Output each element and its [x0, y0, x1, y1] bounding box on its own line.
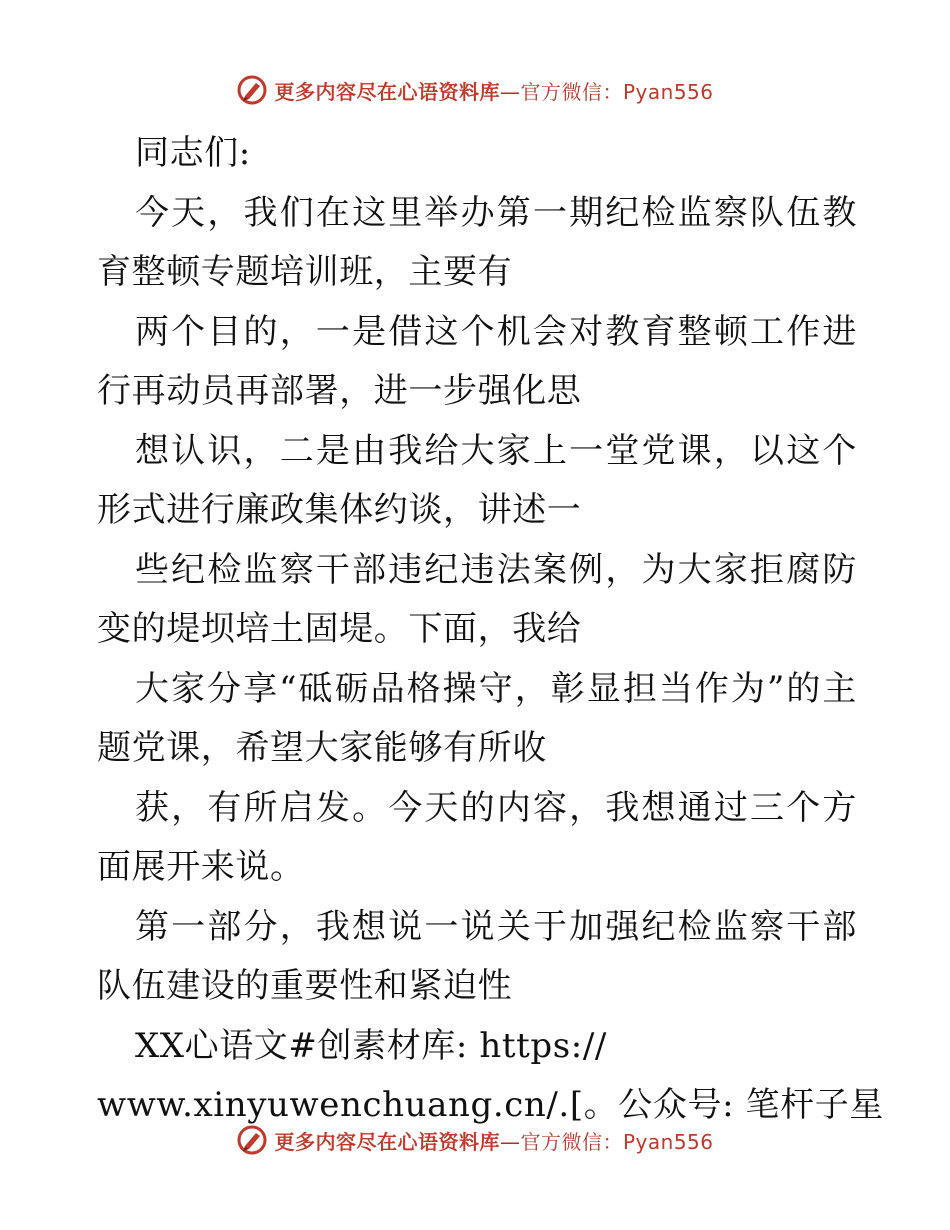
- banner-wechat-label: 官方微信：: [520, 79, 623, 104]
- pen-circle-logo-icon: [236, 74, 268, 106]
- banner-separator: —: [499, 79, 521, 104]
- pen-circle-logo-icon: [236, 1124, 268, 1156]
- banner-separator: —: [499, 1129, 521, 1154]
- paragraph: 两个目的，一是借这个机会对教育整顿工作进行再动员再部署，进一步强化思: [97, 311, 857, 411]
- banner-wechat-label: 官方微信：: [520, 1129, 623, 1154]
- paragraph-url-line: www.xinyuwenchuang.cn/.[。公众号: 笔杆子星: [97, 1085, 884, 1125]
- document-body: [97, 124, 884, 1136]
- paragraph: 些纪检监察干部违纪违法案例，为大家拒腐防变的堤坝培土固堤。下面，我给: [97, 549, 857, 649]
- banner-text: [274, 1126, 713, 1155]
- footer-watermark-banner: [0, 1120, 950, 1160]
- paragraph-salutation: 同志们:: [135, 133, 251, 173]
- paragraph: 获，有所启发。今天的内容，我想通过三个方面展开来说。: [97, 787, 857, 887]
- header-watermark-banner: [0, 70, 950, 110]
- paragraph: 大家分享“砥砺品格操守，彰显担当作为”的主题党课，希望大家能够有所收: [97, 668, 857, 768]
- paragraph: 想认识，二是由我给大家上一堂党课，以这个形式进行廉政集体约谈，讲述一: [97, 430, 857, 530]
- banner-brand: 更多内容尽在心语资料库: [274, 79, 500, 104]
- banner-brand: 更多内容尽在心语资料库: [274, 1129, 500, 1154]
- paragraph: 第一部分，我想说一说关于加强纪检监察干部队伍建设的重要性和紧迫性: [97, 906, 857, 1006]
- banner-wechat-id: Pyan556: [622, 1129, 714, 1154]
- paragraph-source-line: XX心语文#创素材库: https://: [135, 1025, 607, 1066]
- paragraph: 今天，我们在这里举办第一期纪检监察队伍教育整顿专题培训班，主要有: [97, 192, 857, 292]
- banner-wechat-id: Pyan556: [622, 79, 714, 104]
- banner-text: [274, 76, 713, 105]
